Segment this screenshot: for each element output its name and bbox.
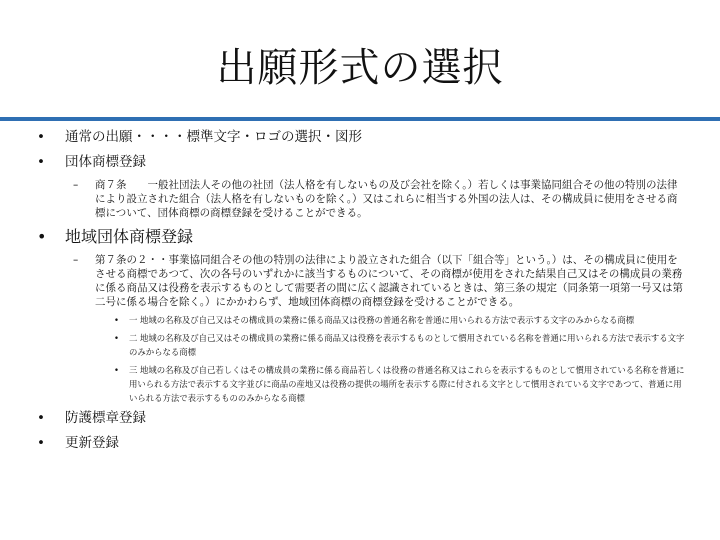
dash-icon: – [73,179,79,191]
bullet-icon: • [114,315,119,325]
title-divider [0,117,720,121]
regional-sub-item-1 [114,313,686,327]
list-item-label: 更新登録 [65,435,119,451]
regional-sub-item-3 [114,363,686,405]
sub-item-text: 二 地域の名称及び自己又はその構成員の業務に係る商品又は役務を表示するものとして慣用されている名称を普通に用いられる方法で表示する文字のみからなる商標 [129,333,685,357]
bullet-icon: • [37,410,45,426]
list-item-label: 通常の出願・・・・標準文字・ロゴの選択・図形 [65,129,362,145]
slide-content [34,128,686,459]
bullet-icon: • [114,333,119,343]
dash-icon: – [73,254,79,266]
list-item-regional-mark [34,226,686,247]
bullet-icon: • [37,227,47,246]
list-item-defensive-mark [34,409,686,428]
list-item-label: 地域団体商標登録 [65,227,194,246]
sub-item-text: 一 地域の名称及び自己又はその構成員の業務に係る商品又は役務の普通名称を普通に用いられる方法で表示する文字のみからなる商標 [129,315,635,325]
list-item-group-mark [34,153,686,172]
list-item-label: 防護標章登録 [65,410,146,426]
list-item-renewal [34,434,686,453]
regional-mark-article [73,253,686,309]
bullet-icon: • [114,365,119,375]
regional-sub-item-2 [114,331,686,359]
article-text: 商７条 一般社団法人その他の社団（法人格を有しないもの及び会社を除く。）若しくは事業協同組合その他の特別の法律により設立された組合（法人格を有しないものを除く。）又はこれらに相当する外国の法人は、その構成員に使用をさせる商標について、団体商標の商標登録を受けることができる。 [95,179,678,219]
bullet-icon: • [37,129,45,145]
group-mark-article [73,178,686,220]
slide-title: 出願形式の選択 [216,45,504,91]
bullet-icon: • [37,154,45,170]
list-item-normal-application [34,128,686,147]
article-text: 第７条の２・・事業協同組合その他の特別の法律により設立された組合（以下「組合等」という。）は、その構成員に使用をさせる商標であつて、次の各号のいずれかに該当するものについて、その商標が使用をされた結果自己又はその構成員の業務に係る商品又は役務を表示するものとして需要者の間に広く認識されているときは、第三条の規定（同条第一項第一号又は第二号に係る場合を除く。）にかかわらず、地域団体商標の商標登録を受けることができる。 [95,254,683,308]
bullet-icon: • [37,435,45,451]
sub-item-text: 三 地域の名称及び自己若しくはその構成員の業務に係る商品若しくは役務の普通名称又はこれらを表示するものとして慣用されている名称を普通に用いられる方法で表示する文字並びに商品の産地又は役務の提供の場所を表示する際に付される文字として慣用されている文字であつて、普通に用いられる方法で表示するもののみからなる商標 [129,365,685,403]
list-item-label: 団体商標登録 [65,154,146,170]
